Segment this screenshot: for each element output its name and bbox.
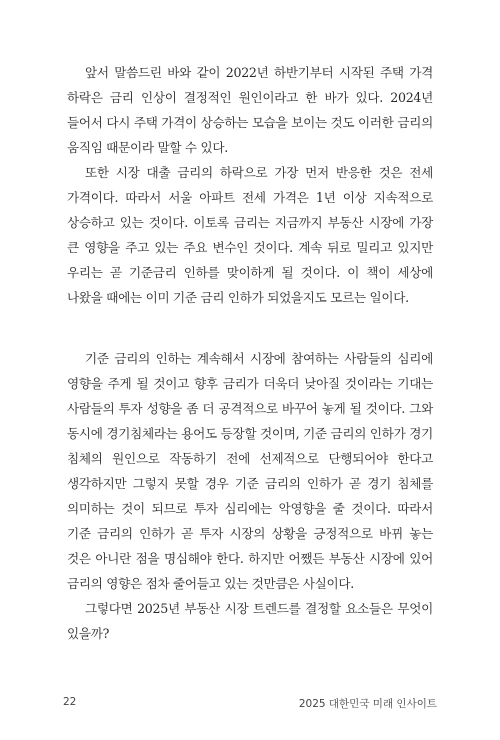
page-number: 22	[63, 696, 77, 708]
paragraph-3: 기준 금리의 인하는 계속해서 시장에 참여하는 사람들의 심리에 영향을 주게 될 것이고 향후 금리가 더욱더 낮아질 것이라는 기대는 사람들의 투자 성향을 좀 더 공격적으로 바꾸어 놓게 될 것이다. 그와 동시에 경기침체라는 용어도 등장할 것이며, 기준 금리의 인하가 경기 침체의 원인으로 작동하기 전에 선제적으로 단행되어야 한다고 생각하지만 그렇지 못할 경우 기준 금리의 인하가 곧 경기 침체를 의미하는 것이 되므로 투자 심리에는 악영향을 줄 것이다. 따라서 기준 금리의 인하가 곧 투자 시장의 상황을 긍정적으로 바뀌 놓는 것은 아니란 점을 명심해야 한다. 하지만 어쨌든 부동산 시장에 있어 금리의 영향은 점차 줄어들고 있는 것만큼은 사실이다.	[67, 351, 433, 591]
paragraph-4: 그렇다면 2025년 부동산 시장 트렌드를 결정할 요소들은 무엇이 있을까?	[67, 601, 433, 641]
running-title: 2025 대한민국 미래 인사이트	[298, 698, 437, 710]
page-footer	[63, 696, 437, 712]
body-text	[67, 60, 433, 646]
paragraph-2: 또한 시장 대출 금리의 하락으로 가장 먼저 반응한 것은 전세 가격이다. 따라서 서울 아파트 전세 가격은 1년 이상 지속적으로 상승하고 있는 것이다. 이토록 금리는 지금까지 부동산 시장에 가장 큰 영향을 주고 있는 주요 변수인 것이다. 계속 뒤로 밀리고 있지만 우리는 곧 기준금리 인하를 맞이하게 될 것이다. 이 책이 세상에 나왔을 때에는 이미 기준 금리 인하가 되었을지도 모르는 일이다.	[67, 165, 433, 305]
paragraph-1: 앞서 말씀드린 바와 같이 2022년 하반기부터 시작된 주택 가격 하락은 금리 인상이 결정적인 원인이라고 한 바가 있다. 2024년 들어서 다시 주택 가격이 상승하는 모습을 보이는 것도 이러한 금리의 움직임 때문이라 말할 수 있다.	[67, 65, 433, 155]
